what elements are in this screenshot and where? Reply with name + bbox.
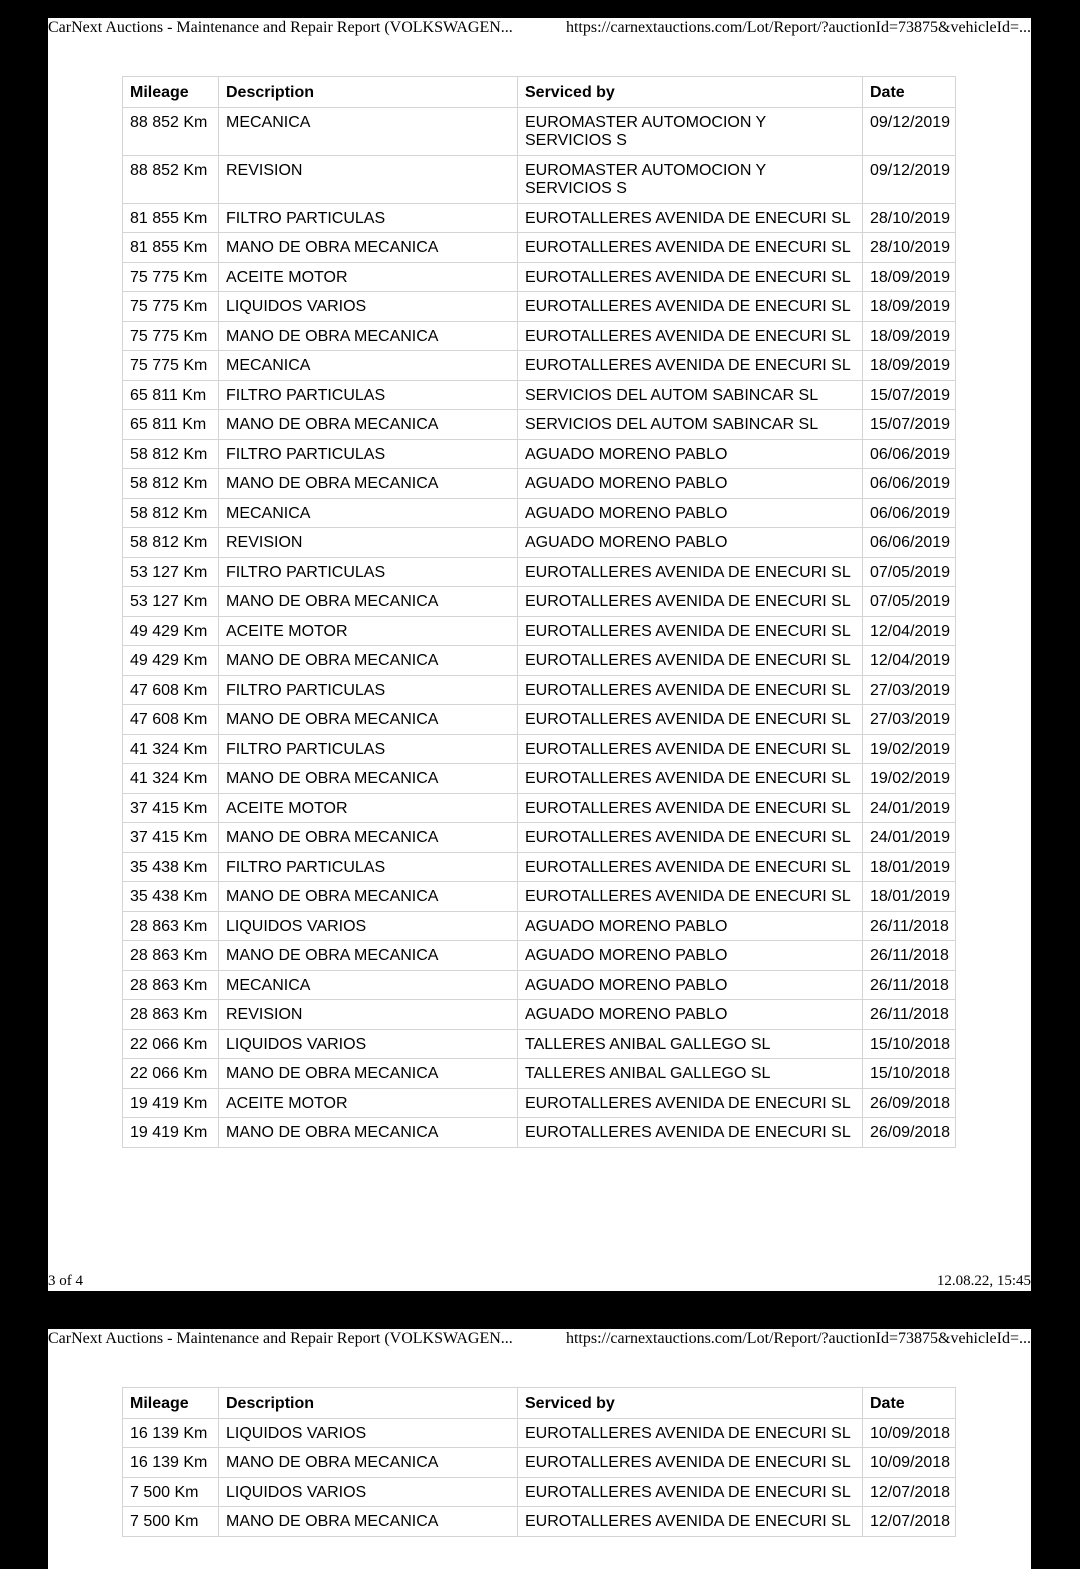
- date-cell: 18/01/2019: [863, 882, 956, 912]
- date-cell: 18/09/2019: [863, 351, 956, 381]
- mileage-cell: 53 127 Km: [123, 557, 219, 587]
- table-row: [123, 233, 956, 263]
- date-cell: 07/05/2019: [863, 587, 956, 617]
- date-cell: 26/09/2018: [863, 1118, 956, 1148]
- table-row: [123, 1477, 956, 1507]
- date-cell: 06/06/2019: [863, 498, 956, 528]
- description-cell: MANO DE OBRA MECANICA: [219, 1507, 518, 1537]
- date-cell: 10/09/2018: [863, 1418, 956, 1448]
- mileage-cell: 19 419 Km: [123, 1088, 219, 1118]
- mileage-cell: 65 811 Km: [123, 380, 219, 410]
- serviced-by-cell: EUROTALLERES AVENIDA DE ENECURI SL: [518, 675, 863, 705]
- description-cell: MANO DE OBRA MECANICA: [219, 764, 518, 794]
- serviced-by-cell: TALLERES ANIBAL GALLEGO SL: [518, 1029, 863, 1059]
- table-row: [123, 852, 956, 882]
- serviced-by-cell: EUROTALLERES AVENIDA DE ENECURI SL: [518, 587, 863, 617]
- description-cell: ACEITE MOTOR: [219, 793, 518, 823]
- mileage-cell: 75 775 Km: [123, 292, 219, 322]
- mileage-cell: 16 139 Km: [123, 1418, 219, 1448]
- mileage-cell: 47 608 Km: [123, 675, 219, 705]
- table-row: [123, 292, 956, 322]
- date-cell: 18/09/2019: [863, 262, 956, 292]
- table-row: [123, 705, 956, 735]
- date-cell: 28/10/2019: [863, 203, 956, 233]
- serviced-by-cell: EUROTALLERES AVENIDA DE ENECURI SL: [518, 233, 863, 263]
- date-cell: 24/01/2019: [863, 793, 956, 823]
- mileage-cell: 58 812 Km: [123, 528, 219, 558]
- description-cell: MANO DE OBRA MECANICA: [219, 646, 518, 676]
- serviced-by-cell: EUROTALLERES AVENIDA DE ENECURI SL: [518, 1118, 863, 1148]
- mileage-cell: 37 415 Km: [123, 793, 219, 823]
- description-cell: MANO DE OBRA MECANICA: [219, 882, 518, 912]
- description-cell: MECANICA: [219, 107, 518, 155]
- serviced-by-cell: EUROTALLERES AVENIDA DE ENECURI SL: [518, 1477, 863, 1507]
- serviced-by-cell: EUROTALLERES AVENIDA DE ENECURI SL: [518, 203, 863, 233]
- table-row: [123, 734, 956, 764]
- table-row: [123, 1088, 956, 1118]
- description-cell: MECANICA: [219, 970, 518, 1000]
- description-cell: FILTRO PARTICULAS: [219, 734, 518, 764]
- table-row: [123, 1448, 956, 1478]
- mileage-cell: 53 127 Km: [123, 587, 219, 617]
- date-cell: 18/09/2019: [863, 321, 956, 351]
- description-cell: LIQUIDOS VARIOS: [219, 1029, 518, 1059]
- date-cell: 12/07/2018: [863, 1477, 956, 1507]
- table-row: [123, 616, 956, 646]
- description-cell: REVISION: [219, 155, 518, 203]
- serviced-by-cell: AGUADO MORENO PABLO: [518, 528, 863, 558]
- table-row: [123, 882, 956, 912]
- serviced-by-cell: TALLERES ANIBAL GALLEGO SL: [518, 1059, 863, 1089]
- date-cell: 12/07/2018: [863, 1507, 956, 1537]
- date-cell: 27/03/2019: [863, 705, 956, 735]
- description-cell: FILTRO PARTICULAS: [219, 439, 518, 469]
- mileage-cell: 58 812 Km: [123, 439, 219, 469]
- description-cell: FILTRO PARTICULAS: [219, 675, 518, 705]
- description-cell: MANO DE OBRA MECANICA: [219, 1118, 518, 1148]
- table-row: [123, 941, 956, 971]
- table-row: [123, 793, 956, 823]
- table-row: [123, 107, 956, 155]
- page-header-title: CarNext Auctions - Maintenance and Repair Report (VOLKSWAGEN...: [48, 1330, 513, 1347]
- description-cell: MANO DE OBRA MECANICA: [219, 410, 518, 440]
- mileage-cell: 35 438 Km: [123, 882, 219, 912]
- date-cell: 26/09/2018: [863, 1088, 956, 1118]
- column-header-mileage: Mileage: [123, 77, 219, 108]
- date-cell: 06/06/2019: [863, 469, 956, 499]
- description-cell: LIQUIDOS VARIOS: [219, 1418, 518, 1448]
- table-row: [123, 557, 956, 587]
- description-cell: MANO DE OBRA MECANICA: [219, 469, 518, 499]
- date-cell: 09/12/2019: [863, 155, 956, 203]
- serviced-by-cell: EUROTALLERES AVENIDA DE ENECURI SL: [518, 262, 863, 292]
- table-row: [123, 1059, 956, 1089]
- serviced-by-cell: EUROTALLERES AVENIDA DE ENECURI SL: [518, 852, 863, 882]
- mileage-cell: 28 863 Km: [123, 970, 219, 1000]
- date-cell: 12/04/2019: [863, 646, 956, 676]
- date-cell: 09/12/2019: [863, 107, 956, 155]
- mileage-cell: 7 500 Km: [123, 1507, 219, 1537]
- table-row: [123, 587, 956, 617]
- table-row: [123, 970, 956, 1000]
- serviced-by-cell: EUROTALLERES AVENIDA DE ENECURI SL: [518, 292, 863, 322]
- table-row: [123, 764, 956, 794]
- date-cell: 26/11/2018: [863, 970, 956, 1000]
- mileage-cell: 16 139 Km: [123, 1448, 219, 1478]
- maintenance-table: [122, 76, 956, 1148]
- table-row: [123, 155, 956, 203]
- mileage-cell: 28 863 Km: [123, 911, 219, 941]
- column-header-description: Description: [219, 77, 518, 108]
- date-cell: 06/06/2019: [863, 439, 956, 469]
- description-cell: MANO DE OBRA MECANICA: [219, 587, 518, 617]
- date-cell: 19/02/2019: [863, 734, 956, 764]
- serviced-by-cell: EUROTALLERES AVENIDA DE ENECURI SL: [518, 793, 863, 823]
- serviced-by-cell: EUROTALLERES AVENIDA DE ENECURI SL: [518, 1507, 863, 1537]
- table-row: [123, 351, 956, 381]
- table-row: [123, 321, 956, 351]
- serviced-by-cell: SERVICIOS DEL AUTOM SABINCAR SL: [518, 410, 863, 440]
- column-header-serviced-by: Serviced by: [518, 1388, 863, 1419]
- description-cell: REVISION: [219, 528, 518, 558]
- column-header-description: Description: [219, 1388, 518, 1419]
- description-cell: LIQUIDOS VARIOS: [219, 911, 518, 941]
- page-number: 3 of 4: [48, 1273, 83, 1289]
- mileage-cell: 7 500 Km: [123, 1477, 219, 1507]
- description-cell: ACEITE MOTOR: [219, 262, 518, 292]
- mileage-cell: 75 775 Km: [123, 262, 219, 292]
- description-cell: MANO DE OBRA MECANICA: [219, 823, 518, 853]
- description-cell: LIQUIDOS VARIOS: [219, 292, 518, 322]
- table-row: [123, 823, 956, 853]
- column-header-date: Date: [863, 77, 956, 108]
- serviced-by-cell: EUROTALLERES AVENIDA DE ENECURI SL: [518, 734, 863, 764]
- mileage-cell: 22 066 Km: [123, 1059, 219, 1089]
- serviced-by-cell: SERVICIOS DEL AUTOM SABINCAR SL: [518, 380, 863, 410]
- date-cell: 12/04/2019: [863, 616, 956, 646]
- description-cell: LIQUIDOS VARIOS: [219, 1477, 518, 1507]
- date-cell: 10/09/2018: [863, 1448, 956, 1478]
- table-row: [123, 410, 956, 440]
- date-cell: 24/01/2019: [863, 823, 956, 853]
- table-row: [123, 1118, 956, 1148]
- mileage-cell: 88 852 Km: [123, 107, 219, 155]
- serviced-by-cell: EUROTALLERES AVENIDA DE ENECURI SL: [518, 823, 863, 853]
- column-header-mileage: Mileage: [123, 1388, 219, 1419]
- column-header-date: Date: [863, 1388, 956, 1419]
- description-cell: ACEITE MOTOR: [219, 616, 518, 646]
- date-cell: 07/05/2019: [863, 557, 956, 587]
- date-cell: 28/10/2019: [863, 233, 956, 263]
- serviced-by-cell: EUROTALLERES AVENIDA DE ENECURI SL: [518, 321, 863, 351]
- table-row: [123, 498, 956, 528]
- mileage-cell: 65 811 Km: [123, 410, 219, 440]
- table-row: [123, 675, 956, 705]
- date-cell: 26/11/2018: [863, 1000, 956, 1030]
- description-cell: MANO DE OBRA MECANICA: [219, 705, 518, 735]
- description-cell: MECANICA: [219, 498, 518, 528]
- date-cell: 06/06/2019: [863, 528, 956, 558]
- page-header-url: https://carnextauctions.com/Lot/Report/?auctionId=73875&vehicleId=...: [565, 19, 1031, 36]
- mileage-cell: 41 324 Km: [123, 764, 219, 794]
- table-row: [123, 1000, 956, 1030]
- mileage-cell: 81 855 Km: [123, 203, 219, 233]
- page-header-title: CarNext Auctions - Maintenance and Repair Report (VOLKSWAGEN...: [48, 19, 513, 36]
- serviced-by-cell: EUROTALLERES AVENIDA DE ENECURI SL: [518, 557, 863, 587]
- mileage-cell: 19 419 Km: [123, 1118, 219, 1148]
- mileage-cell: 41 324 Km: [123, 734, 219, 764]
- column-header-serviced-by: Serviced by: [518, 77, 863, 108]
- date-cell: 15/07/2019: [863, 410, 956, 440]
- serviced-by-cell: EUROTALLERES AVENIDA DE ENECURI SL: [518, 1448, 863, 1478]
- description-cell: FILTRO PARTICULAS: [219, 557, 518, 587]
- table-row: [123, 528, 956, 558]
- date-cell: 26/11/2018: [863, 941, 956, 971]
- table-body: [123, 107, 956, 1147]
- page-footer: [48, 1271, 1031, 1291]
- serviced-by-cell: AGUADO MORENO PABLO: [518, 1000, 863, 1030]
- mileage-cell: 47 608 Km: [123, 705, 219, 735]
- mileage-cell: 28 863 Km: [123, 941, 219, 971]
- table-row: [123, 911, 956, 941]
- serviced-by-cell: EUROTALLERES AVENIDA DE ENECURI SL: [518, 646, 863, 676]
- table-header-row: [123, 77, 956, 108]
- mileage-cell: 28 863 Km: [123, 1000, 219, 1030]
- serviced-by-cell: AGUADO MORENO PABLO: [518, 469, 863, 499]
- description-cell: MANO DE OBRA MECANICA: [219, 321, 518, 351]
- page-header-url: https://carnextauctions.com/Lot/Report/?auctionId=73875&vehicleId=...: [565, 1330, 1031, 1347]
- table-row: [123, 380, 956, 410]
- table-row: [123, 262, 956, 292]
- table-row: [123, 1418, 956, 1448]
- table-body: [123, 1418, 956, 1536]
- serviced-by-cell: EUROTALLERES AVENIDA DE ENECURI SL: [518, 1088, 863, 1118]
- serviced-by-cell: AGUADO MORENO PABLO: [518, 439, 863, 469]
- print-datetime: 12.08.22, 15:45: [936, 1273, 1031, 1289]
- mileage-cell: 88 852 Km: [123, 155, 219, 203]
- mileage-cell: 35 438 Km: [123, 852, 219, 882]
- serviced-by-cell: EUROTALLERES AVENIDA DE ENECURI SL: [518, 882, 863, 912]
- page-header: [48, 18, 1031, 38]
- report-page-3: [48, 18, 1031, 1291]
- mileage-cell: 49 429 Km: [123, 616, 219, 646]
- date-cell: 18/09/2019: [863, 292, 956, 322]
- mileage-cell: 58 812 Km: [123, 469, 219, 499]
- serviced-by-cell: AGUADO MORENO PABLO: [518, 911, 863, 941]
- description-cell: FILTRO PARTICULAS: [219, 380, 518, 410]
- description-cell: ACEITE MOTOR: [219, 1088, 518, 1118]
- date-cell: 27/03/2019: [863, 675, 956, 705]
- mileage-cell: 22 066 Km: [123, 1029, 219, 1059]
- date-cell: 15/07/2019: [863, 380, 956, 410]
- serviced-by-cell: EUROMASTER AUTOMOCION Y SERVICIOS S: [518, 155, 863, 203]
- serviced-by-cell: AGUADO MORENO PABLO: [518, 970, 863, 1000]
- description-cell: MANO DE OBRA MECANICA: [219, 1059, 518, 1089]
- description-cell: FILTRO PARTICULAS: [219, 203, 518, 233]
- serviced-by-cell: EUROTALLERES AVENIDA DE ENECURI SL: [518, 351, 863, 381]
- table-row: [123, 1507, 956, 1537]
- page-header: [48, 1329, 1031, 1349]
- table-header-row: [123, 1388, 956, 1419]
- serviced-by-cell: EUROMASTER AUTOMOCION Y SERVICIOS S: [518, 107, 863, 155]
- serviced-by-cell: EUROTALLERES AVENIDA DE ENECURI SL: [518, 1418, 863, 1448]
- table-row: [123, 203, 956, 233]
- description-cell: MANO DE OBRA MECANICA: [219, 941, 518, 971]
- table-row: [123, 469, 956, 499]
- serviced-by-cell: AGUADO MORENO PABLO: [518, 498, 863, 528]
- description-cell: FILTRO PARTICULAS: [219, 852, 518, 882]
- description-cell: MANO DE OBRA MECANICA: [219, 1448, 518, 1478]
- mileage-cell: 58 812 Km: [123, 498, 219, 528]
- date-cell: 15/10/2018: [863, 1059, 956, 1089]
- maintenance-table: [122, 1387, 956, 1537]
- table-row: [123, 646, 956, 676]
- description-cell: REVISION: [219, 1000, 518, 1030]
- mileage-cell: 81 855 Km: [123, 233, 219, 263]
- mileage-cell: 37 415 Km: [123, 823, 219, 853]
- mileage-cell: 49 429 Km: [123, 646, 219, 676]
- mileage-cell: 75 775 Km: [123, 321, 219, 351]
- table-row: [123, 1029, 956, 1059]
- date-cell: 18/01/2019: [863, 852, 956, 882]
- table-row: [123, 439, 956, 469]
- serviced-by-cell: EUROTALLERES AVENIDA DE ENECURI SL: [518, 764, 863, 794]
- date-cell: 26/11/2018: [863, 911, 956, 941]
- serviced-by-cell: EUROTALLERES AVENIDA DE ENECURI SL: [518, 616, 863, 646]
- mileage-cell: 75 775 Km: [123, 351, 219, 381]
- report-page-4: [48, 1329, 1031, 1569]
- date-cell: 19/02/2019: [863, 764, 956, 794]
- description-cell: MECANICA: [219, 351, 518, 381]
- description-cell: MANO DE OBRA MECANICA: [219, 233, 518, 263]
- date-cell: 15/10/2018: [863, 1029, 956, 1059]
- serviced-by-cell: AGUADO MORENO PABLO: [518, 941, 863, 971]
- serviced-by-cell: EUROTALLERES AVENIDA DE ENECURI SL: [518, 705, 863, 735]
